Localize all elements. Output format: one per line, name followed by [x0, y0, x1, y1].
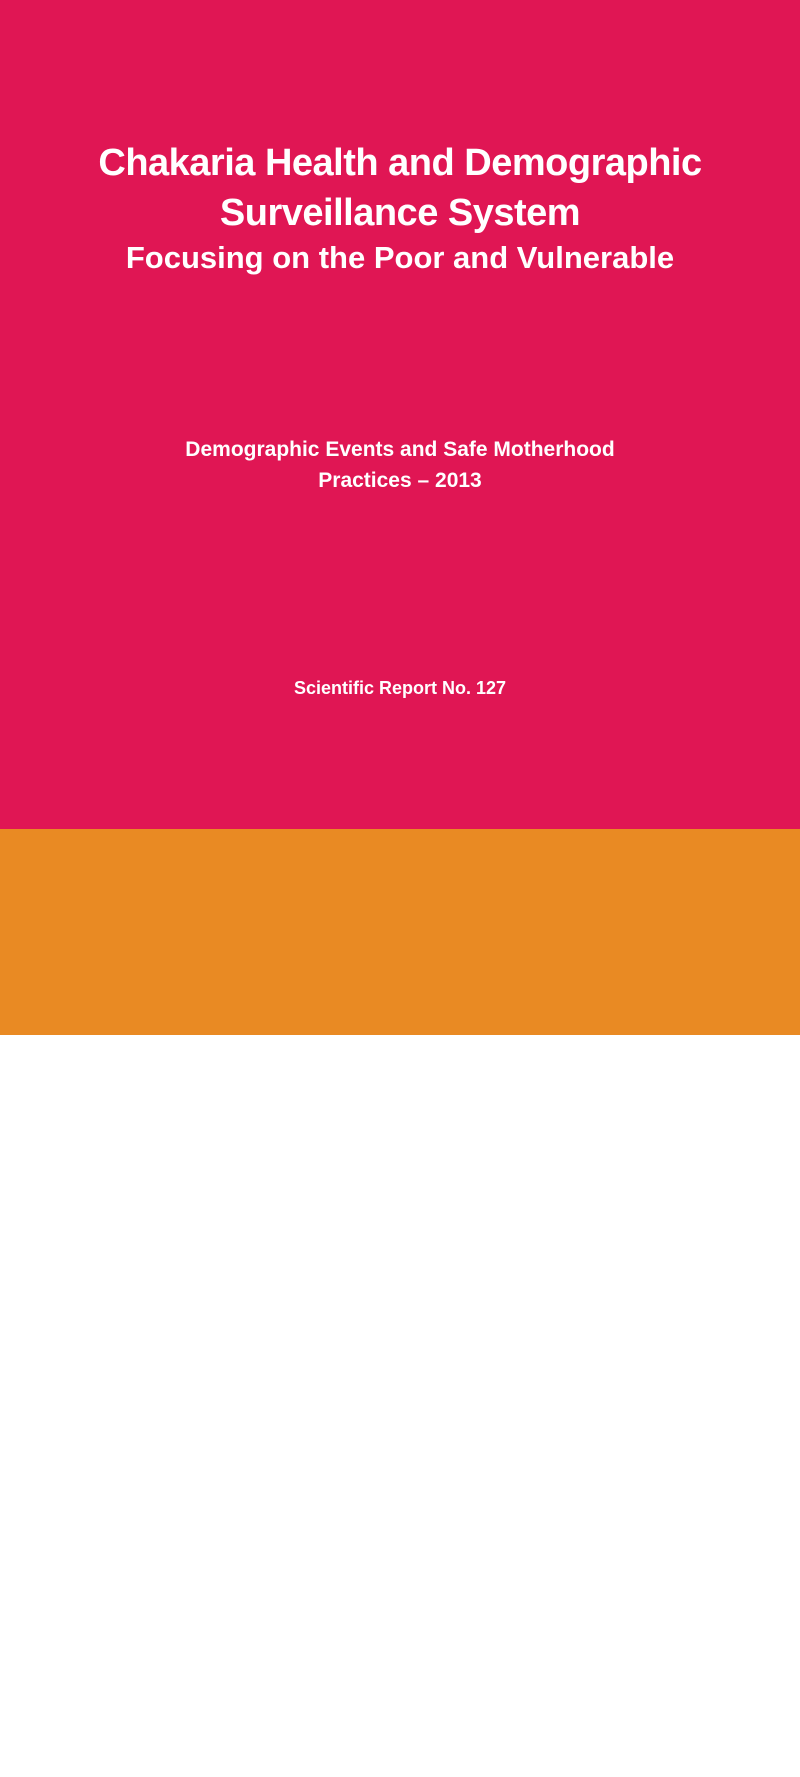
subtitle-line-1: Demographic Events and Safe Motherhood — [185, 438, 615, 461]
icddrb-logo — [106, 1693, 369, 1777]
icddrb-emblem-icon — [106, 1693, 182, 1777]
report-number: Scientific Report No. 127 — [293, 678, 507, 698]
title-line-2: Surveillance System — [219, 192, 581, 234]
title-line-1: Chakaria Health and Demographic — [98, 142, 702, 184]
subtitle-line-2: Practices – 2013 — [318, 469, 482, 492]
cover-footer-band — [0, 829, 800, 1771]
cover-main-panel — [0, 0, 800, 829]
icddrb-wordmark: icddr,b — [186, 1706, 370, 1771]
title-line-3: Focusing on the Poor and Vulnerable — [125, 240, 675, 275]
